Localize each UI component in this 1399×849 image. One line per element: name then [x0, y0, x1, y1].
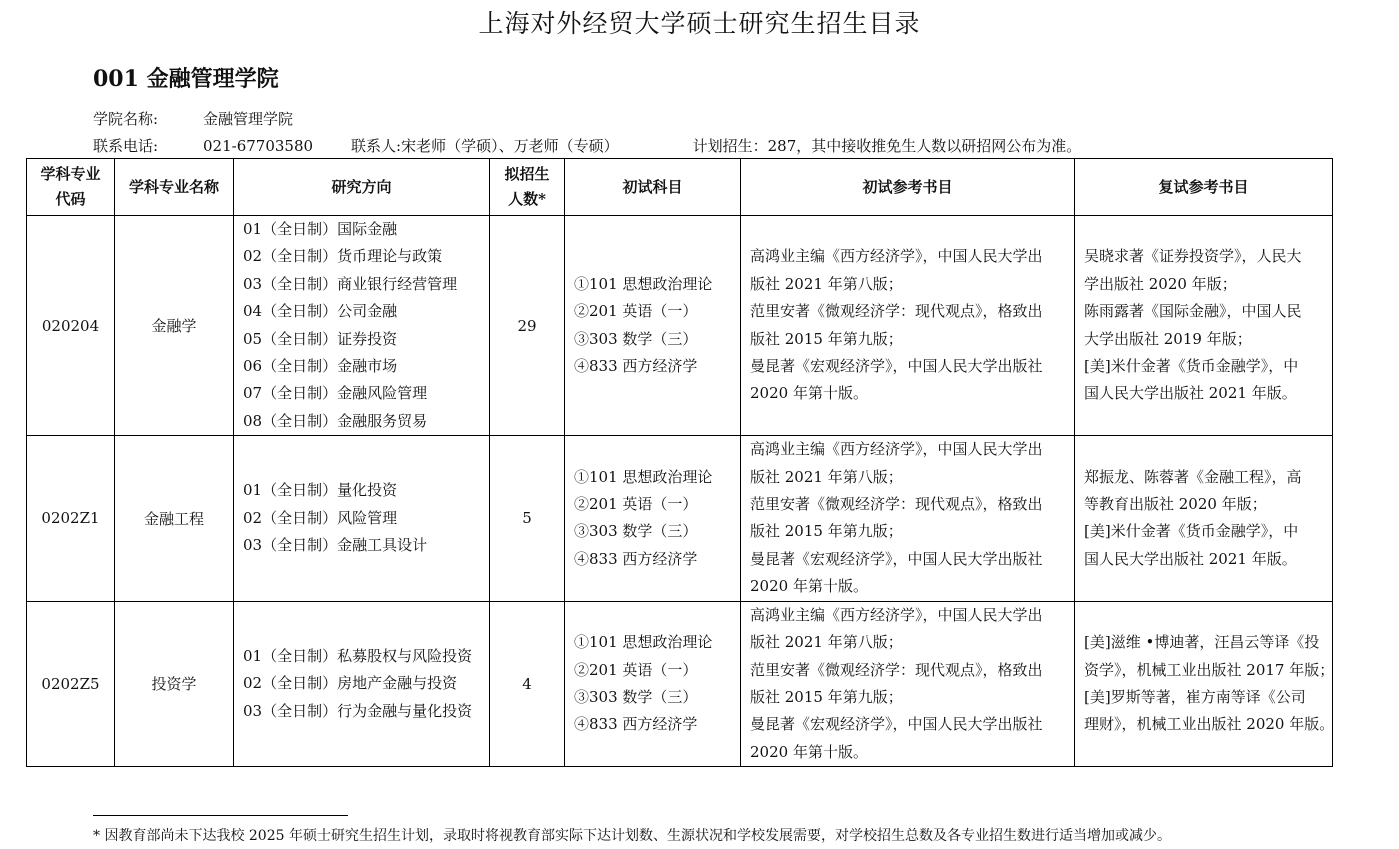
plan-text: 计划招生：287，其中接收推免生人数以研招网公布为准。 — [692, 137, 1082, 155]
college-name-line — [93, 108, 293, 129]
quota: 4 — [490, 601, 565, 766]
header-retest-books: 复试参考书目 — [1075, 159, 1333, 216]
phone-label: 联系电话: — [93, 137, 159, 155]
page-title: 上海对外经贸大学硕士研究生招生目录 — [478, 9, 921, 38]
college-name-label: 学院名称: — [93, 110, 159, 128]
header-quota: 拟招生 人数* — [490, 159, 565, 216]
contact-line — [93, 135, 1081, 156]
college-title: 001 金融管理学院 — [93, 66, 279, 92]
major-name: 金融工程 — [115, 436, 234, 601]
quota: 5 — [490, 436, 565, 601]
catalog-table — [26, 158, 1333, 767]
phone-value: 021-67703580 — [203, 137, 314, 155]
header-direction: 研究方向 — [234, 159, 490, 216]
contact-value: 宋老师（学硕）、万老师（专硕） — [401, 137, 619, 155]
header-code: 学科专业 代码 — [27, 159, 115, 216]
first-books: 高鸿业主编《西方经济学》，中国人民大学出 版社 2021 年第八版； 范里安著《微观经济学：现代观点》，格致出 版社 2015 年第九版； 曼昆著《宏观经济学》，中国人民大学出版社 2020 年第十版。 — [741, 436, 1075, 601]
header-name: 学科专业名称 — [115, 159, 234, 216]
header-row — [27, 159, 1333, 216]
major-code: 0202Z1 — [27, 436, 115, 601]
major-code: 0202Z5 — [27, 601, 115, 766]
directions: 01（全日制）量化投资 02（全日制）风险管理 03（全日制）金融工具设计 — [234, 436, 490, 601]
exam-subjects: ①101 思想政治理论 ②201 英语（一） ③303 数学（三） ④833 西方经济学 — [565, 216, 741, 436]
table-row — [27, 436, 1333, 601]
directions: 01（全日制）私募股权与风险投资 02（全日制）房地产金融与投资 03（全日制）行为金融与量化投资 — [234, 601, 490, 766]
retest-books: 郑振龙、陈蓉著《金融工程》，高 等教育出版社 2020 年版； [美]米什金著《货币金融学》，中 国人民大学出版社 2021 年版。 — [1075, 436, 1333, 601]
major-name: 金融学 — [115, 216, 234, 436]
exam-subjects: ①101 思想政治理论 ②201 英语（一） ③303 数学（三） ④833 西方经济学 — [565, 436, 741, 601]
major-name: 投资学 — [115, 601, 234, 766]
first-books: 高鸿业主编《西方经济学》，中国人民大学出 版社 2021 年第八版； 范里安著《微观经济学：现代观点》，格致出 版社 2015 年第九版； 曼昆著《宏观经济学》，中国人民大学出版社 2020 年第十版。 — [741, 601, 1075, 766]
major-code: 020204 — [27, 216, 115, 436]
retest-books: 吴晓求著《证券投资学》，人民大 学出版社 2020 年版； 陈雨露著《国际金融》，中国人民 大学出版社 2019 年版； [美]米什金著《货币金融学》，中 国人民大学出版社 2021 年版。 — [1075, 216, 1333, 436]
college-name-value: 金融管理学院 — [203, 110, 294, 128]
first-books: 高鸿业主编《西方经济学》，中国人民大学出 版社 2021 年第八版； 范里安著《微观经济学：现代观点》，格致出 版社 2015 年第九版； 曼昆著《宏观经济学》，中国人民大学出版社 2020 年第十版。 — [741, 216, 1075, 436]
quota: 29 — [490, 216, 565, 436]
header-first-books: 初试参考书目 — [741, 159, 1075, 216]
footnote-divider — [93, 815, 348, 816]
table-row — [27, 601, 1333, 766]
header-exam: 初试科目 — [565, 159, 741, 216]
table-row — [27, 216, 1333, 436]
directions: 01（全日制）国际金融 02（全日制）货币理论与政策 03（全日制）商业银行经营管理 04（全日制）公司金融 05（全日制）证券投资 06（全日制）金融市场 07（全日制）金融风险管理 08（全日制）金融服务贸易 — [234, 216, 490, 436]
retest-books: [美]滋维 •博迪著，汪昌云等译《投 资学》，机械工业出版社 2017 年版； [美]罗斯等著，崔方南等译《公司 理财》，机械工业出版社 2020 年版。 — [1075, 601, 1333, 766]
exam-subjects: ①101 思想政治理论 ②201 英语（一） ③303 数学（三） ④833 西方经济学 — [565, 601, 741, 766]
footnote: * 因教育部尚未下达我校 2025 年硕士研究生招生计划，录取时将视教育部实际下达计划数、生源状况和学校发展需要，对学校招生总数及各专业招生数进行适当增加或减少。 — [93, 828, 1171, 844]
contact-label: 联系人: — [351, 137, 402, 155]
